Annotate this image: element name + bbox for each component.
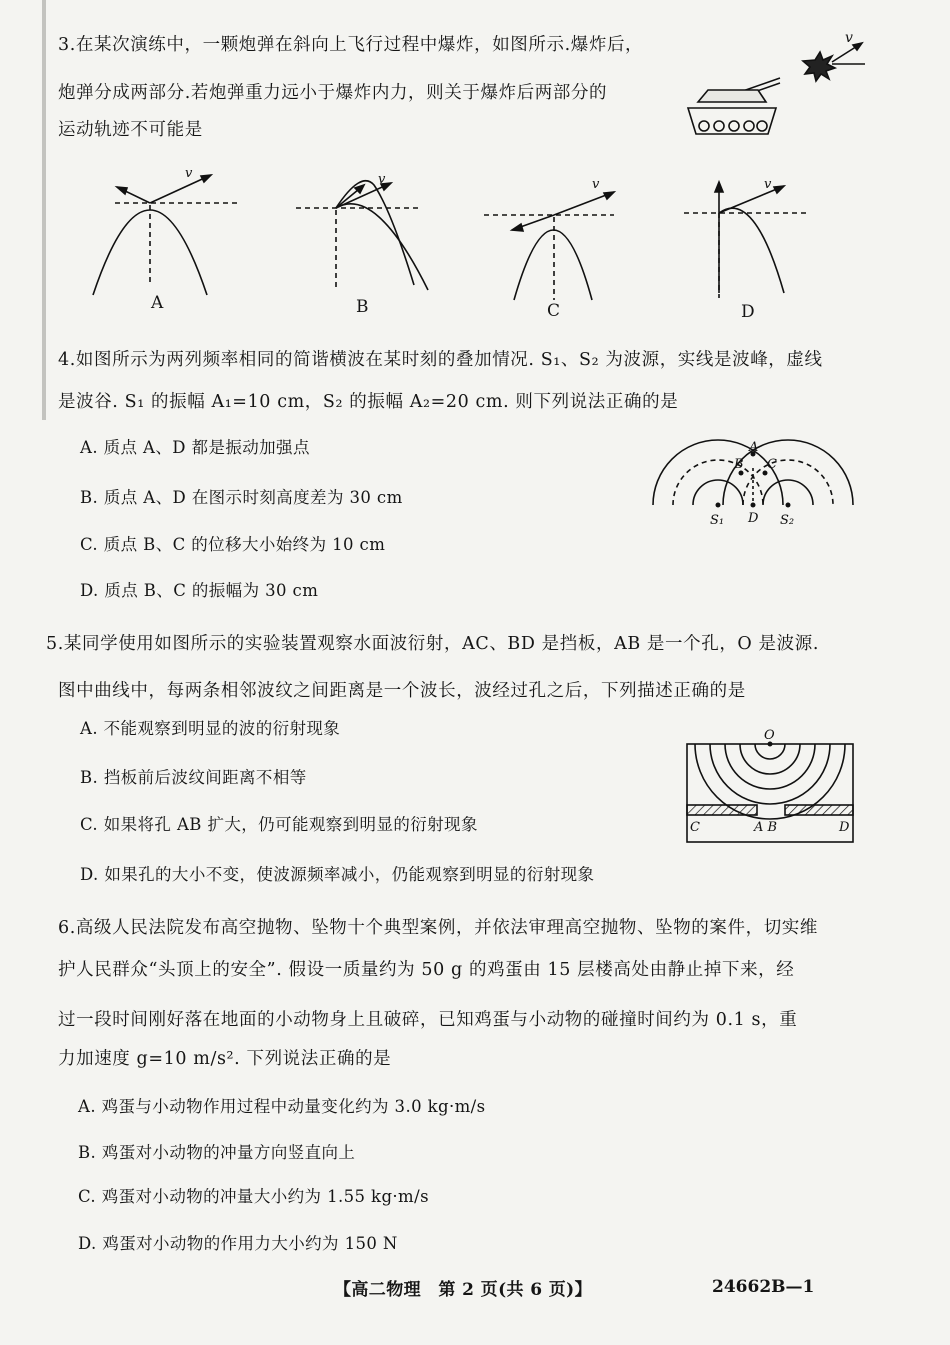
q4-fig-label-s1: S₁ [710, 513, 725, 528]
page-footer-title: 【高二物理 第 2 页(共 6 页)】 [334, 1280, 593, 1300]
q3-fig-d-v: v [764, 177, 772, 192]
q4-fig-label-a: A [749, 440, 759, 455]
q3-figure-a [75, 165, 265, 315]
q5-fig-label-c: C [690, 820, 700, 835]
q3-fig-d-label: D [741, 302, 755, 322]
tank-velocity-label: v [845, 30, 853, 46]
q6-line-1: 6.高级人民法院发布高空抛物、坠物十个典型案例，并依法审理高空抛物、坠物的案件，切实维 [58, 918, 818, 938]
q4-line-2: 是波谷. S₁ 的振幅 A₁=10 cm，S₂ 的振幅 A₂=20 cm. 则下列说法正确的是 [58, 392, 679, 412]
q4-wave-figure [648, 440, 858, 540]
q4-option-c: C. 质点 B、C 的位移大小始终为 10 cm [80, 535, 386, 554]
q3-figure-b [296, 165, 486, 315]
q3-fig-c-label: C [547, 301, 561, 321]
q4-line-1: 4.如图所示为两列频率相同的简谐横波在某时刻的叠加情况. S₁、S₂ 为波源，实线是波峰，虚线 [58, 350, 823, 370]
q6-option-d: D. 鸡蛋对小动物的作用力大小约为 150 N [78, 1234, 398, 1253]
q4-fig-label-s2: S₂ [780, 513, 795, 528]
q5-option-c: C. 如果将孔 AB 扩大，仍可能观察到明显的衍射现象 [80, 815, 478, 834]
q3-fig-c-v: v [592, 177, 600, 192]
q5-option-d: D. 如果孔的大小不变，使波源频率减小，仍能观察到明显的衍射现象 [80, 865, 595, 884]
q3-fig-a-label: A [151, 293, 164, 313]
q4-option-d: D. 质点 B、C 的振幅为 30 cm [80, 581, 319, 600]
q5-fig-label-d: D [839, 820, 850, 835]
q4-option-a: A. 质点 A、D 都是振动加强点 [80, 438, 310, 457]
page-footer-code: 24662B—1 [712, 1277, 815, 1297]
q3-line-3: 运动轨迹不可能是 [58, 120, 203, 140]
q4-option-b: B. 质点 A、D 在图示时刻高度差为 30 cm [80, 488, 403, 507]
q3-figure-c [484, 170, 674, 320]
explosion-icon [803, 52, 835, 81]
q6-option-a: A. 鸡蛋与小动物作用过程中动量变化约为 3.0 kg·m/s [78, 1097, 486, 1116]
q6-line-4: 力加速度 g=10 m/s². 下列说法正确的是 [58, 1049, 392, 1069]
q5-line-2: 图中曲线中，每两条相邻波纹之间距离是一个波长，波经过孔之后，下列描述正确的是 [58, 681, 746, 701]
q6-option-c: C. 鸡蛋对小动物的冲量大小约为 1.55 kg·m/s [78, 1187, 429, 1206]
q3-figure-d [684, 168, 874, 318]
page-edge-shadow [42, 0, 46, 420]
tank-illustration [680, 30, 880, 150]
q3-line-2: 炮弹分成两部分.若炮弹重力远小于爆炸内力，则关于爆炸后两部分的 [58, 83, 608, 103]
q5-option-a: A. 不能观察到明显的波的衍射现象 [80, 719, 341, 738]
q4-fig-label-c: C [767, 457, 777, 472]
q5-fig-label-o: O [764, 728, 775, 743]
q4-fig-label-d: D [748, 511, 759, 526]
q5-option-b: B. 挡板前后波纹间距离不相等 [80, 768, 307, 787]
q6-line-3: 过一段时间刚好落在地面的小动物身上且破碎，已知鸡蛋与小动物的碰撞时间约为 0.1 s，重 [58, 1010, 798, 1030]
q6-line-2: 护人民群众“头顶上的安全”. 假设一质量约为 50 g 的鸡蛋由 15 层楼高处由静止掉下来，经 [58, 960, 795, 980]
q3-fig-b-label: B [356, 297, 369, 317]
q5-diffraction-figure [686, 730, 856, 845]
q5-line-1: 5.某同学使用如图所示的实验装置观察水面波衍射，AC、BD 是挡板，AB 是一个孔，O 是波源. [46, 634, 820, 654]
q3-line-1: 3.在某次演练中，一颗炮弹在斜向上飞行过程中爆炸，如图所示.爆炸后， [58, 35, 644, 55]
q4-fig-label-b: B [734, 457, 744, 472]
q6-option-b: B. 鸡蛋对小动物的冲量方向竖直向上 [78, 1143, 356, 1162]
q5-fig-label-ab: A B [754, 820, 778, 835]
q3-fig-a-v: v [185, 166, 193, 181]
q3-fig-b-v: v [378, 172, 386, 187]
